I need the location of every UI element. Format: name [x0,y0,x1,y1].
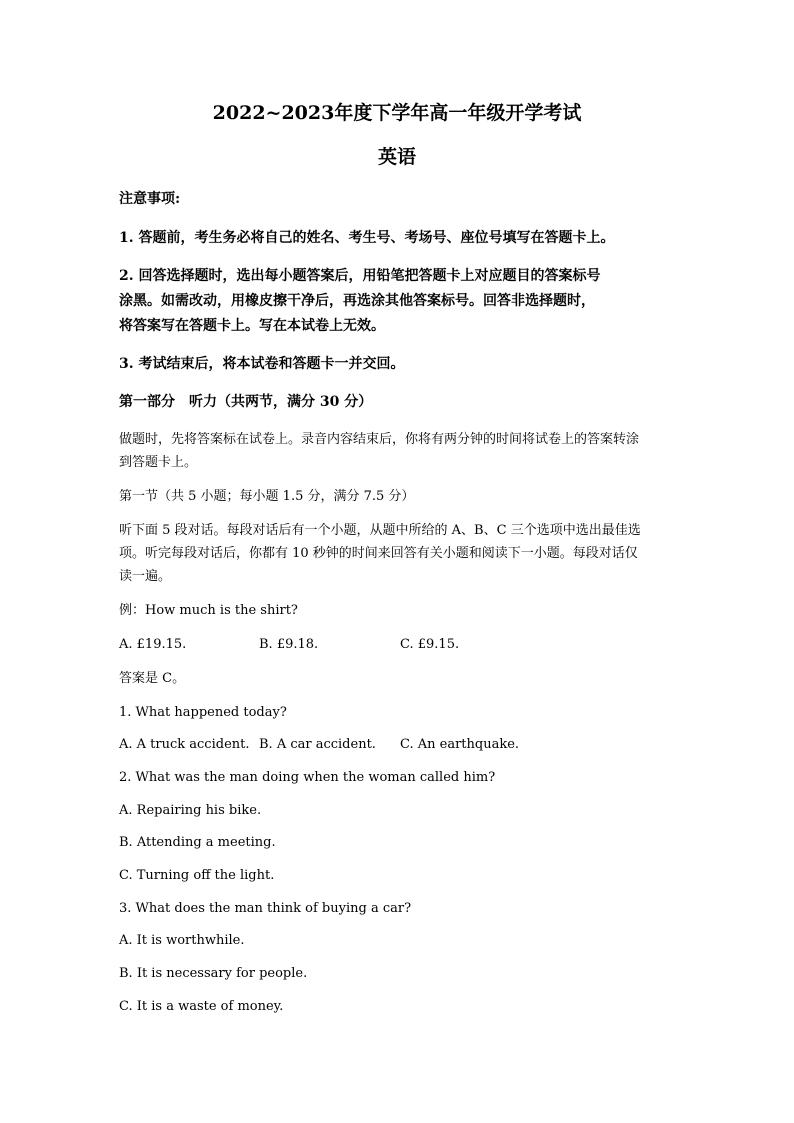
notice-item-3: 3. 考试结束后，将本试卷和答题卡一并交回。 [119,356,405,372]
question-1-option-c: C. An earthquake. [400,737,520,752]
part1-intro-line-2: 到答题卡上。 [119,455,198,470]
part1-intro-line-1: 做题时，先将答案标在试卷上。录音内容结束后，你将有两分钟的时间将试卷上的答案转涂 [119,432,640,447]
section1-instructions-line-3: 读一遍。 [119,569,172,584]
question-2-option-a: A. Repairing his bike. [119,803,262,818]
section1-instructions-line-1: 听下面 5 段对话。每段对话后有一个小题，从题中所给的 A、B、C 三个选项中选出最佳选 [119,523,641,538]
question-2-option-b: B. Attending a meeting. [119,835,276,850]
notice-item-2-line-1: 2. 回答选择题时，选出每小题答案后，用铅笔把答题卡上对应题目的答案标号 [119,268,601,284]
question-1-option-a: A. A truck accident. [119,737,250,752]
question-1-option-b: B. A car accident. [259,737,376,752]
section1-heading: 第一节（共 5 小题；每小题 1.5 分，满分 7.5 分） [119,489,415,504]
notice-item-1: 1. 答题前，考生务必将自己的姓名、考生号、考场号、座位号填写在答题卡上。 [119,230,615,246]
example-question: 例：How much is the shirt? [119,603,298,618]
question-3-option-a: A. It is worthwhile. [119,933,245,948]
page-title: 2022~2023年度下学年高一年级开学考试 [212,102,582,124]
example-option-b: B. £9.18. [259,637,319,652]
question-1-stem: 1. What happened today? [119,705,287,720]
notice-item-2-line-2: 涂黑。如需改动，用橡皮擦干净后，再选涂其他答案标号。回答非选择题时， [119,293,595,309]
part1-heading: 第一部分 听力（共两节，满分 30 分） [119,394,373,410]
example-answer: 答案是 C。 [119,671,186,686]
example-option-a: A. £19.15. [119,637,187,652]
question-2-stem: 2. What was the man doing when the woman called him? [119,770,496,785]
question-3-option-c: C. It is a waste of money. [119,999,284,1014]
notice-heading: 注意事项: [119,191,181,207]
section1-instructions-line-2: 项。听完每段对话后，你都有 10 秒钟的时间来回答有关小题和阅读下一小题。每段对话仅 [119,546,638,561]
notice-item-2-line-3: 将答案写在答题卡上。写在本试卷上无效。 [119,318,385,334]
question-3-stem: 3. What does the man think of buying a car? [119,901,412,916]
question-2-option-c: C. Turning off the light. [119,868,275,883]
example-option-c: C. £9.15. [400,637,460,652]
subject-title: 英语 [377,146,416,168]
question-3-option-b: B. It is necessary for people. [119,966,308,981]
